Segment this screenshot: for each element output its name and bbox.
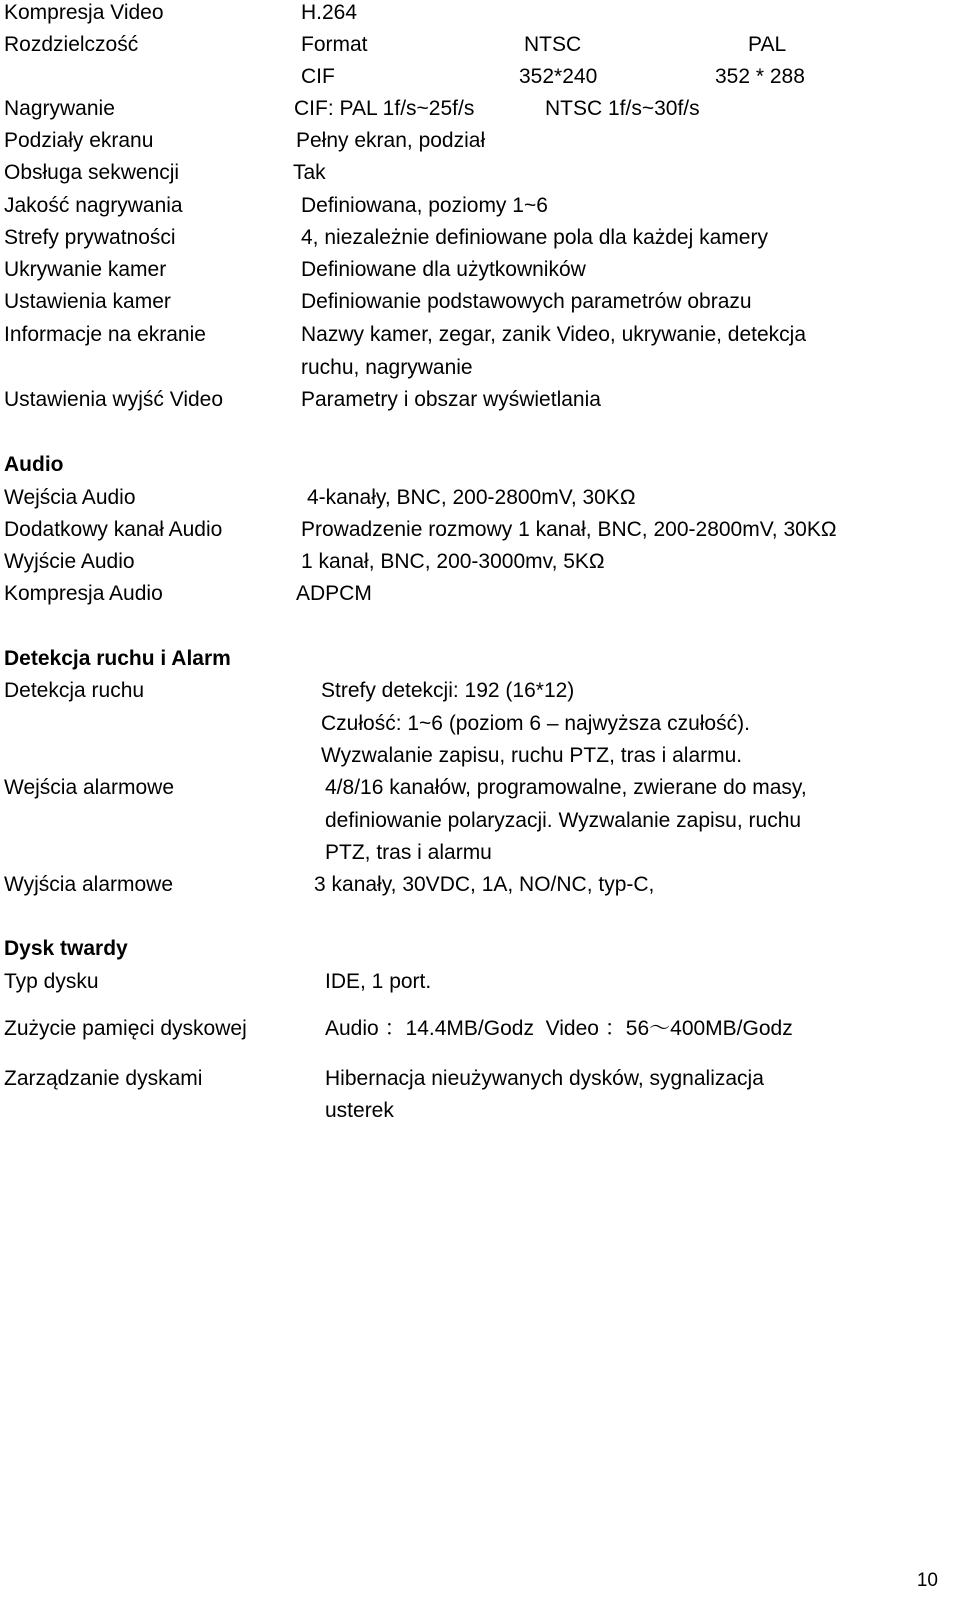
label-audio-inputs: Wejścia Audio	[4, 486, 136, 509]
label-alarm-inputs: Wejścia alarmowe	[4, 776, 174, 799]
label-quality: Jakość nagrywania	[4, 194, 183, 217]
resolution-header-format: Format	[301, 33, 368, 56]
label-camera-settings: Ustawienia kamer	[4, 290, 171, 313]
value-video-out: Parametry i obszar wyświetlania	[301, 388, 601, 411]
heading-hdd: Dysk twardy	[4, 937, 128, 960]
value-motion-line3: Wyzwalanie zapisu, ruchu PTZ, tras i alarmu.	[321, 744, 743, 767]
value-video-compression: H.264	[301, 1, 358, 24]
label-disk-management: Zarządzanie dyskami	[4, 1067, 203, 1090]
label-video-compression: Kompresja Video	[4, 1, 164, 24]
value-sequence: Tak	[293, 161, 326, 184]
label-recording: Nagrywanie	[4, 97, 115, 120]
value-motion-line2: Czułość: 1~6 (poziom 6 – najwyższa czułość).	[321, 712, 750, 735]
value-audio-compression: ADPCM	[296, 582, 372, 605]
resolution-row-format: CIF	[301, 65, 335, 88]
value-alarm-outputs: 3 kanały, 30VDC, 1A, NO/NC, typ-C,	[314, 873, 655, 896]
value-disk-management-line2: usterek	[325, 1099, 394, 1122]
value-camera-settings: Definiowanie podstawowych parametrów obrazu	[301, 290, 752, 313]
label-disk-type: Typ dysku	[4, 970, 99, 993]
label-resolution: Rozdzielczość	[4, 33, 139, 56]
heading-motion-alarm: Detekcja ruchu i Alarm	[4, 647, 231, 670]
value-disk-usage: Audio ：14.4MB/Godz Video ：56～400MB/Godz	[325, 1017, 793, 1040]
label-osd: Informacje na ekranie	[4, 323, 206, 346]
value-alarm-inputs-line3: PTZ, tras i alarmu	[325, 841, 492, 864]
label-video-out: Ustawienia wyjść Video	[4, 388, 224, 411]
label-audio-output: Wyjście Audio	[4, 550, 135, 573]
value-alarm-inputs-line2: definiowanie polaryzacji. Wyzwalanie zapisu, ruchu	[325, 809, 802, 832]
value-split: Pełny ekran, podział	[296, 129, 486, 152]
value-disk-management-line1: Hibernacja nieużywanych dysków, sygnalizacja	[325, 1067, 764, 1090]
value-osd-line1: Nazwy kamer, zegar, zanik Video, ukrywanie, detekcja	[301, 323, 807, 346]
label-audio-extra: Dodatkowy kanał Audio	[4, 518, 223, 541]
label-audio-compression: Kompresja Audio	[4, 582, 163, 605]
page-number: 10	[916, 1570, 938, 1591]
label-motion-detection: Detekcja ruchu	[4, 679, 145, 702]
value-recording-pal: CIF: PAL 1f/s~25f/s	[294, 97, 475, 120]
resolution-header-pal: PAL	[748, 33, 787, 56]
resolution-row-ntsc: 352*240	[519, 65, 598, 88]
label-alarm-outputs: Wyjścia alarmowe	[4, 873, 174, 896]
value-alarm-inputs-line1: 4/8/16 kanałów, programowalne, zwierane do masy,	[325, 776, 807, 799]
label-split: Podziały ekranu	[4, 129, 154, 152]
value-audio-output: 1 kanał, BNC, 200-3000mv, 5KΩ	[301, 550, 605, 573]
value-disk-type: IDE, 1 port.	[325, 970, 432, 993]
value-recording-ntsc: NTSC 1f/s~30f/s	[545, 97, 700, 120]
label-disk-usage: Zużycie pamięci dyskowej	[4, 1017, 247, 1040]
value-osd-line2: ruchu, nagrywanie	[301, 356, 473, 379]
heading-audio: Audio	[4, 453, 64, 476]
value-privacy: 4, niezależnie definiowane pola dla każdej kamery	[301, 226, 768, 249]
resolution-header-ntsc: NTSC	[524, 33, 582, 56]
value-motion-line1: Strefy detekcji: 192 (16*12)	[321, 679, 575, 702]
value-hide-cameras: Definiowane dla użytkowników	[301, 258, 586, 281]
label-privacy: Strefy prywatności	[4, 226, 176, 249]
value-quality: Definiowana, poziomy 1~6	[301, 194, 548, 217]
resolution-row-pal: 352 * 288	[715, 65, 805, 88]
label-hide-cameras: Ukrywanie kamer	[4, 258, 167, 281]
value-audio-inputs: 4-kanały, BNC, 200-2800mV, 30KΩ	[307, 486, 636, 509]
value-audio-extra: Prowadzenie rozmowy 1 kanał, BNC, 200-2800mV, 30KΩ	[301, 518, 837, 541]
label-sequence: Obsługa sekwencji	[4, 161, 180, 184]
